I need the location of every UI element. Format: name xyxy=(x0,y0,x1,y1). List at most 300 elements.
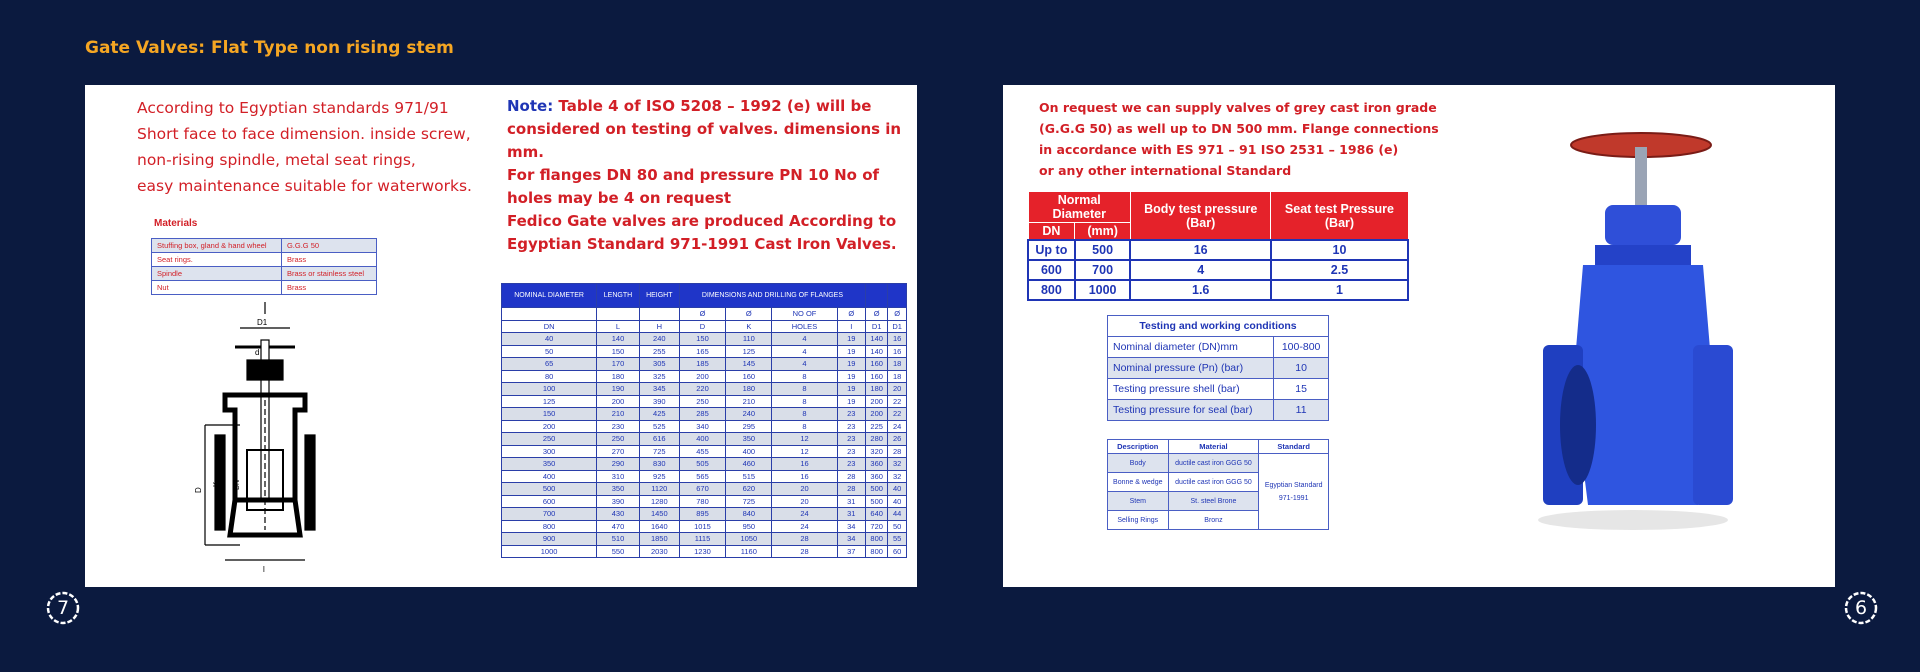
table-cell: Brass xyxy=(281,253,376,267)
table-cell: 200 xyxy=(866,395,888,408)
table-cell: 250 xyxy=(502,433,597,446)
intro-line: easy maintenance suitable for waterworks. xyxy=(137,177,472,195)
table-cell: 40 xyxy=(502,333,597,346)
intro-line: non-rising spindle, metal seat rings, xyxy=(137,151,416,169)
table-cell: 505 xyxy=(679,458,725,471)
column-header: NO OF xyxy=(772,308,837,321)
table-cell: 1 xyxy=(1271,280,1408,300)
table-row xyxy=(1108,454,1329,473)
note-label: Note: xyxy=(507,97,554,115)
page-number-badge xyxy=(1843,590,1879,626)
table-row xyxy=(502,433,907,446)
table-cell: 600 xyxy=(502,495,597,508)
table-cell: 800 xyxy=(866,533,888,546)
table-cell: 160 xyxy=(866,370,888,383)
table-cell: Nut xyxy=(152,281,282,295)
table-cell: 616 xyxy=(639,433,679,446)
table-cell: 360 xyxy=(866,470,888,483)
drawing-label-d: d xyxy=(255,348,260,357)
table-cell: 34 xyxy=(837,533,866,546)
table-row xyxy=(152,239,377,253)
table-cell: 500 xyxy=(866,483,888,496)
right-page xyxy=(1003,85,1868,619)
table-cell: 26 xyxy=(888,433,907,446)
table-cell: 255 xyxy=(639,345,679,358)
column-header xyxy=(597,308,640,321)
table-cell: 140 xyxy=(866,333,888,346)
column-header xyxy=(502,308,597,321)
table-row xyxy=(502,520,907,533)
column-header: Description xyxy=(1108,440,1169,454)
table-header-row xyxy=(502,320,907,333)
table-cell: 23 xyxy=(837,408,866,421)
diameter-table xyxy=(1027,191,1409,301)
table-cell: 125 xyxy=(726,345,772,358)
materials-title: Materials xyxy=(154,218,198,229)
table-cell: 455 xyxy=(679,445,725,458)
table-row xyxy=(502,383,907,396)
table-cell: 950 xyxy=(726,520,772,533)
table-cell: 20 xyxy=(772,483,837,496)
intro-line: According to Egyptian standards 971/91 xyxy=(137,99,449,117)
table-cell: 500 xyxy=(1075,240,1131,260)
table-cell: 725 xyxy=(639,445,679,458)
gate-valve-image xyxy=(1523,125,1753,565)
table-cell: 340 xyxy=(679,420,725,433)
table-cell: 16 xyxy=(1130,240,1270,260)
table-row xyxy=(502,358,907,371)
table-cell: 10 xyxy=(1274,358,1329,379)
table-cell: 32 xyxy=(888,470,907,483)
table-row xyxy=(502,508,907,521)
column-header: Body test pressure (Bar) xyxy=(1130,192,1270,241)
table-cell: 8 xyxy=(772,408,837,421)
table-cell: 470 xyxy=(597,520,640,533)
page-number: 6 xyxy=(1854,597,1868,619)
table-cell: 20 xyxy=(888,383,907,396)
table-cell: 16 xyxy=(772,458,837,471)
table-cell: 800 xyxy=(866,545,888,558)
table-cell: 620 xyxy=(726,483,772,496)
table-cell: 8 xyxy=(772,370,837,383)
table-cell: 140 xyxy=(597,333,640,346)
table-row xyxy=(152,281,377,295)
table-cell: 400 xyxy=(502,470,597,483)
table-cell: 250 xyxy=(597,433,640,446)
table-cell: 4 xyxy=(772,333,837,346)
column-header: Material xyxy=(1168,440,1259,454)
table-cell: 900 xyxy=(502,533,597,546)
table-cell: 65 xyxy=(502,358,597,371)
table-cell: St. steel Brone xyxy=(1168,492,1259,511)
table-cell: 22 xyxy=(888,408,907,421)
table-cell: 8 xyxy=(772,395,837,408)
table-cell: 28 xyxy=(888,445,907,458)
table-cell: 400 xyxy=(726,445,772,458)
table-cell: 18 xyxy=(888,370,907,383)
table-cell: 80 xyxy=(502,370,597,383)
table-cell: 700 xyxy=(1075,260,1131,280)
table-cell: 1450 xyxy=(639,508,679,521)
column-header: Standard xyxy=(1259,440,1329,454)
request-line: in accordance with ES 971 – 91 ISO 2531 – 1986 (e) xyxy=(1039,142,1399,157)
drawing-label-big-d: D xyxy=(194,487,203,493)
table-cell: Brass or stainless steel xyxy=(281,267,376,281)
table-cell: 270 xyxy=(597,445,640,458)
column-header: Ø xyxy=(837,308,866,321)
request-line: or any other international Standard xyxy=(1039,163,1292,178)
table-cell: 200 xyxy=(597,395,640,408)
table-cell: 280 xyxy=(866,433,888,446)
table-cell: 40 xyxy=(888,483,907,496)
table-cell: 145 xyxy=(726,358,772,371)
table-cell: 250 xyxy=(679,395,725,408)
column-header: Seat test Pressure (Bar) xyxy=(1271,192,1408,241)
table-cell: 390 xyxy=(597,495,640,508)
table-cell: 24 xyxy=(772,520,837,533)
table-cell: 240 xyxy=(639,333,679,346)
table-cell: 125 xyxy=(502,395,597,408)
table-row xyxy=(502,458,907,471)
column-header: Ø xyxy=(866,308,888,321)
table-cell: 23 xyxy=(837,420,866,433)
column-header: DIMENSIONS AND DRILLING OF FLANGES xyxy=(679,284,865,308)
table-cell: 31 xyxy=(837,495,866,508)
drawing-label-dn: DN xyxy=(234,479,241,490)
testing-table xyxy=(1107,315,1329,421)
table-cell: 180 xyxy=(866,383,888,396)
table-cell: 24 xyxy=(888,420,907,433)
table-cell: 40 xyxy=(888,495,907,508)
intro-line: Short face to face dimension. inside screw, xyxy=(137,125,471,143)
table-cell: 185 xyxy=(679,358,725,371)
table-cell: 1280 xyxy=(639,495,679,508)
table-cell: 140 xyxy=(866,345,888,358)
table-cell: 180 xyxy=(597,370,640,383)
table-cell: 325 xyxy=(639,370,679,383)
table-cell: 1640 xyxy=(639,520,679,533)
table-cell: 170 xyxy=(597,358,640,371)
table-cell: Bonne & wedge xyxy=(1108,473,1169,492)
table-row xyxy=(502,345,907,358)
table-row xyxy=(502,483,907,496)
request-line: On request we can supply valves of grey cast iron grade xyxy=(1039,100,1437,115)
table-cell: 32 xyxy=(888,458,907,471)
column-header: L xyxy=(597,320,640,333)
table-cell: 50 xyxy=(888,520,907,533)
table-cell: 240 xyxy=(726,408,772,421)
table-cell: Spindle xyxy=(152,267,282,281)
table-cell: 19 xyxy=(837,358,866,371)
page-number: 7 xyxy=(56,597,70,619)
table-cell: Stuffing box, gland & hand wheel xyxy=(152,239,282,253)
table-cell: 285 xyxy=(679,408,725,421)
table-cell: 10 xyxy=(1271,240,1408,260)
column-header: DN xyxy=(502,320,597,333)
table-cell: 23 xyxy=(837,458,866,471)
table-cell: 180 xyxy=(726,383,772,396)
table-cell: 350 xyxy=(726,433,772,446)
table-cell: 100 xyxy=(502,383,597,396)
table-header-row xyxy=(1028,192,1408,223)
table-cell: 16 xyxy=(888,345,907,358)
standard-line: Egyptian Standard xyxy=(1264,481,1323,489)
table-cell: 1000 xyxy=(1075,280,1131,300)
table-cell: 1850 xyxy=(639,533,679,546)
valve-drawing xyxy=(195,300,335,585)
table-cell: 200 xyxy=(502,420,597,433)
table-cell: 28 xyxy=(772,533,837,546)
table-cell: 725 xyxy=(726,495,772,508)
column-header: I xyxy=(837,320,866,333)
table-cell: 460 xyxy=(726,458,772,471)
table-row xyxy=(1028,240,1408,260)
table-cell: 1115 xyxy=(679,533,725,546)
table-cell: 18 xyxy=(888,358,907,371)
table-cell: 345 xyxy=(639,383,679,396)
table-cell: 37 xyxy=(837,545,866,558)
table-row xyxy=(502,370,907,383)
table-cell: 55 xyxy=(888,533,907,546)
table-cell: 200 xyxy=(679,370,725,383)
table-cell: 600 xyxy=(1028,260,1075,280)
table-cell: 400 xyxy=(679,433,725,446)
note-line: Table 4 of ISO 5208 – 1992 (e) will be considered on testing of valves. dimensions in mm. xyxy=(507,97,902,161)
table-cell: 230 xyxy=(597,420,640,433)
table-cell: 150 xyxy=(679,333,725,346)
left-page xyxy=(56,85,917,619)
table-cell: 1050 xyxy=(726,533,772,546)
table-cell: 2.5 xyxy=(1271,260,1408,280)
table-cell: Up to xyxy=(1028,240,1075,260)
table-cell: 1160 xyxy=(726,545,772,558)
table-cell: Nominal diameter (DN)mm xyxy=(1108,337,1274,358)
note-line: Fedico Gate valves are produced According to Egyptian Standard 971-1991 Cast Iron Valves. xyxy=(507,212,897,253)
table-cell: 110 xyxy=(726,333,772,346)
table-cell: 19 xyxy=(837,370,866,383)
table-cell: Testing pressure for seal (bar) xyxy=(1108,400,1274,421)
table-row xyxy=(502,420,907,433)
table-cell: 44 xyxy=(888,508,907,521)
table-header-row xyxy=(1108,316,1329,337)
column-header: H xyxy=(639,320,679,333)
materials-table xyxy=(151,238,377,295)
table-cell: 800 xyxy=(502,520,597,533)
table-cell: 22 xyxy=(888,395,907,408)
request-text xyxy=(1039,97,1439,181)
table-cell: 160 xyxy=(726,370,772,383)
table-cell: 16 xyxy=(772,470,837,483)
table-row xyxy=(152,253,377,267)
table-cell: 670 xyxy=(679,483,725,496)
table-row xyxy=(1108,337,1329,358)
table-cell: 2030 xyxy=(639,545,679,558)
column-header: D1 xyxy=(866,320,888,333)
table-row xyxy=(502,495,907,508)
table-cell: 305 xyxy=(639,358,679,371)
column-header xyxy=(639,308,679,321)
table-cell: 525 xyxy=(639,420,679,433)
table-cell: 1.6 xyxy=(1130,280,1270,300)
table-cell: 430 xyxy=(597,508,640,521)
page-title: Gate Valves: Flat Type non rising stem xyxy=(85,38,454,58)
table-cell: 19 xyxy=(837,333,866,346)
table-cell: 4 xyxy=(772,345,837,358)
table-header-row xyxy=(502,308,907,321)
table-cell: 150 xyxy=(597,345,640,358)
table-row xyxy=(1028,260,1408,280)
column-header: Ø xyxy=(679,308,725,321)
table-cell: 20 xyxy=(772,495,837,508)
table-row xyxy=(1108,379,1329,400)
dimensions-table xyxy=(501,283,907,558)
table-row xyxy=(502,408,907,421)
column-header: D1 xyxy=(888,320,907,333)
table-row xyxy=(502,533,907,546)
table-cell: 640 xyxy=(866,508,888,521)
table-cell: Testing pressure shell (bar) xyxy=(1108,379,1274,400)
table-cell: ductile cast iron GGG 50 xyxy=(1168,473,1259,492)
column-header: NOMINAL DIAMETER xyxy=(502,284,597,308)
table-cell: 720 xyxy=(866,520,888,533)
table-cell: 780 xyxy=(679,495,725,508)
column-header xyxy=(888,284,907,308)
table-cell: 425 xyxy=(639,408,679,421)
standard-line: 971-1991 xyxy=(1278,494,1309,502)
column-header: Ø xyxy=(726,308,772,321)
table-cell: Selling Rings xyxy=(1108,511,1169,530)
table-cell: 100-800 xyxy=(1274,337,1329,358)
column-header: D xyxy=(679,320,725,333)
table-row xyxy=(502,395,907,408)
table-cell xyxy=(1259,454,1329,530)
table-row xyxy=(502,545,907,558)
table-cell: 300 xyxy=(502,445,597,458)
table-cell: 500 xyxy=(502,483,597,496)
table-cell: 60 xyxy=(888,545,907,558)
table-cell: 50 xyxy=(502,345,597,358)
table-row xyxy=(1108,358,1329,379)
table-cell: 350 xyxy=(502,458,597,471)
table-cell: 390 xyxy=(639,395,679,408)
table-cell: 12 xyxy=(772,433,837,446)
column-header: HOLES xyxy=(772,320,837,333)
table-cell: Stem xyxy=(1108,492,1169,511)
drawing-label-d1: D1 xyxy=(257,318,268,327)
table-cell: 1120 xyxy=(639,483,679,496)
table-cell: 28 xyxy=(772,545,837,558)
table-cell: 8 xyxy=(772,420,837,433)
table-row xyxy=(502,445,907,458)
table-header-row xyxy=(1108,440,1329,454)
table-cell: 220 xyxy=(679,383,725,396)
table-cell: Nominal pressure (Pn) (bar) xyxy=(1108,358,1274,379)
table-cell: 895 xyxy=(679,508,725,521)
table-cell: 200 xyxy=(866,408,888,421)
table-cell: 290 xyxy=(597,458,640,471)
request-line: (G.G.G 50) as well up to DN 500 mm. Flange connections xyxy=(1039,121,1439,136)
table-cell: 23 xyxy=(837,445,866,458)
table-cell: 12 xyxy=(772,445,837,458)
table-cell: 15 xyxy=(1274,379,1329,400)
description-table xyxy=(1107,439,1329,530)
table-cell: 550 xyxy=(597,545,640,558)
table-cell: 19 xyxy=(837,383,866,396)
table-row xyxy=(1108,400,1329,421)
table-cell: 31 xyxy=(837,508,866,521)
table-cell: 150 xyxy=(502,408,597,421)
table-row xyxy=(152,267,377,281)
table-cell: 11 xyxy=(1274,400,1329,421)
column-header xyxy=(866,284,888,308)
table-cell: 19 xyxy=(837,395,866,408)
table-cell: 28 xyxy=(837,470,866,483)
table-cell: Seat rings. xyxy=(152,253,282,267)
column-header: Normal Diameter xyxy=(1028,192,1130,223)
note-text xyxy=(507,95,907,256)
drawing-label-l: l xyxy=(263,565,265,574)
table-cell: 165 xyxy=(679,345,725,358)
table-cell: 1230 xyxy=(679,545,725,558)
table-cell: 8 xyxy=(772,383,837,396)
table-cell: 34 xyxy=(837,520,866,533)
table-cell: 565 xyxy=(679,470,725,483)
testing-title: Testing and working conditions xyxy=(1108,316,1329,337)
table-cell: 23 xyxy=(837,433,866,446)
table-cell: 160 xyxy=(866,358,888,371)
table-cell: 28 xyxy=(837,483,866,496)
page-number-badge xyxy=(45,590,81,626)
table-cell: 19 xyxy=(837,345,866,358)
table-cell: 515 xyxy=(726,470,772,483)
table-cell: 225 xyxy=(866,420,888,433)
table-cell: 1015 xyxy=(679,520,725,533)
intro-text xyxy=(137,95,472,199)
table-cell: 190 xyxy=(597,383,640,396)
table-cell: 800 xyxy=(1028,280,1075,300)
table-cell: 700 xyxy=(502,508,597,521)
column-header: DN xyxy=(1028,223,1075,241)
table-cell: 320 xyxy=(866,445,888,458)
table-cell: 4 xyxy=(1130,260,1270,280)
table-cell: 4 xyxy=(772,358,837,371)
column-header: K xyxy=(726,320,772,333)
table-cell: 350 xyxy=(597,483,640,496)
table-cell: G.G.G 50 xyxy=(281,239,376,253)
column-header: Ø xyxy=(888,308,907,321)
table-cell: Brass xyxy=(281,281,376,295)
table-cell: ductile cast iron GGG 50 xyxy=(1168,454,1259,473)
table-cell: 1000 xyxy=(502,545,597,558)
table-header-row xyxy=(502,284,907,308)
column-header: (mm) xyxy=(1075,223,1131,241)
column-header: HEIGHT xyxy=(639,284,679,308)
table-cell: 310 xyxy=(597,470,640,483)
table-cell: 16 xyxy=(888,333,907,346)
column-header: LENGTH xyxy=(597,284,640,308)
table-cell: 360 xyxy=(866,458,888,471)
note-line: For flanges DN 80 and pressure PN 10 No of holes may be 4 on request xyxy=(507,166,880,207)
table-cell: 24 xyxy=(772,508,837,521)
drawing-label-k: K xyxy=(212,481,221,487)
table-row xyxy=(502,470,907,483)
table-cell: 210 xyxy=(726,395,772,408)
table-row xyxy=(1028,280,1408,300)
table-cell: 510 xyxy=(597,533,640,546)
table-cell: 925 xyxy=(639,470,679,483)
table-row xyxy=(502,333,907,346)
table-cell: 295 xyxy=(726,420,772,433)
